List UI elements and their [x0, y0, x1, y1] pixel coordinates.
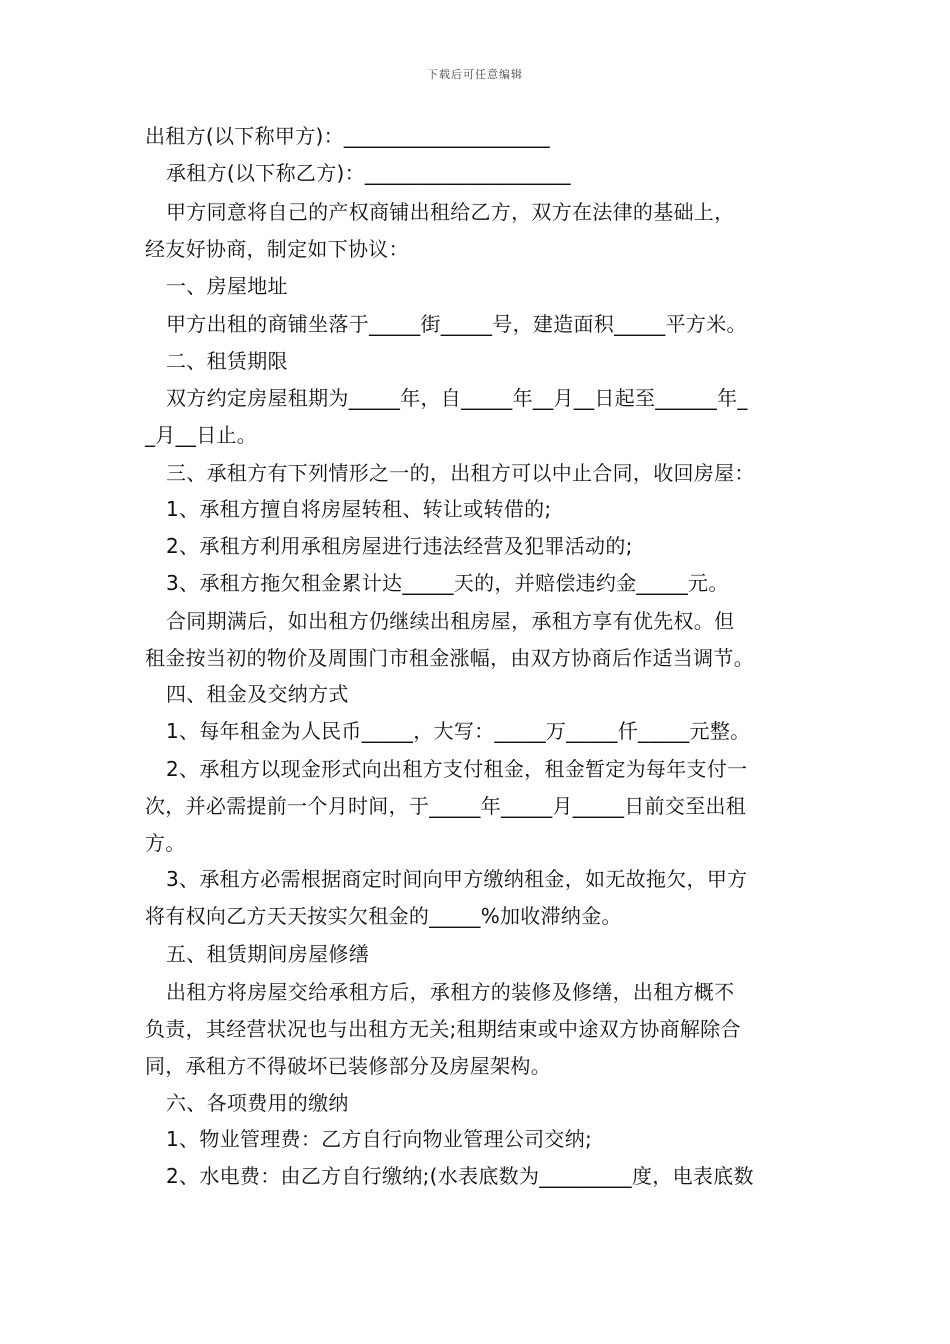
- section-4-item-3-line-1: 3、承租方必需根据商定时间向甲方缴纳租金，如无故拖欠，甲方: [166, 867, 748, 891]
- section-3-heading: 三、承租方有下列情形之一的，出租方可以中止合同，收回房屋：: [166, 461, 755, 485]
- section-6-heading: 六、各项费用的缴纳: [166, 1091, 349, 1115]
- section-5-heading: 五、租赁期间房屋修缮: [166, 942, 369, 966]
- intro-paragraph-line-1: 甲方同意将自己的产权商铺出租给乙方，双方在法律的基础上，: [166, 200, 735, 224]
- section-3-item-2: 2、承租方利用承租房屋进行违法经营及犯罪活动的;: [166, 534, 633, 558]
- section-4-item-2-line-1: 2、承租方以现金形式向出租方支付租金，租金暂定为每年支付一: [166, 757, 748, 781]
- section-3-item-3: 3、承租方拖欠租金累计达_____天的，并赔偿违约金_____元。: [166, 571, 729, 595]
- section-5-text-line-2: 负责，其经营状况也与出租方无关;租期结束或中途双方协商解除合: [145, 1017, 741, 1041]
- renewal-paragraph-line-2: 租金按当初的物价及周围门市租金涨幅，由双方协商后作适当调节。: [145, 646, 754, 670]
- section-6-item-2: 2、水电费：由乙方自行缴纳;(水表底数为_________度，电表底数: [166, 1164, 754, 1188]
- section-2-heading: 二、租赁期限: [166, 349, 288, 373]
- section-4-item-3-line-2: 将有权向乙方天天按实欠租金的_____%加收滞纳金。: [145, 904, 622, 928]
- page-header: 下载后可任意编辑: [427, 68, 523, 81]
- section-4-item-2-line-2: 次，并必需提前一个月时间，于_____年_____月_____日前交至出租: [145, 794, 747, 818]
- section-1-text: 甲方出租的商铺坐落于_____街_____号，建造面积_____平方米。: [166, 312, 747, 336]
- section-4-item-2-line-3: 方。: [145, 831, 186, 855]
- lessor-line: 出租方(以下称甲方)：____________________: [145, 124, 550, 148]
- section-2-text-line-1: 双方约定房屋租期为_____年，自_____年__月__日起至______年_: [166, 386, 748, 410]
- section-2-text-line-2: _月__日止。: [145, 423, 258, 447]
- section-4-heading: 四、租金及交纳方式: [166, 682, 349, 706]
- section-5-text-line-1: 出租方将房屋交给承租方后，承租方的装修及修缮，出租方概不: [166, 980, 735, 1004]
- section-5-text-line-3: 同，承租方不得破坏已装修部分及房屋架构。: [145, 1054, 551, 1078]
- section-6-item-1: 1、物业管理费：乙方自行向物业管理公司交纳;: [166, 1127, 593, 1151]
- section-4-item-1: 1、每年租金为人民币_____，大写：_____万_____仟_____元整。: [166, 719, 751, 743]
- section-1-heading: 一、房屋地址: [166, 274, 288, 298]
- lessee-line: 承租方(以下称乙方)：____________________: [166, 161, 571, 185]
- section-3-item-1: 1、承租方擅自将房屋转租、转让或转借的;: [166, 497, 552, 521]
- intro-paragraph-line-2: 经友好协商，制定如下协议：: [145, 237, 409, 261]
- renewal-paragraph-line-1: 合同期满后，如出租方仍继续出租房屋，承租方享有优先权。但: [166, 609, 735, 633]
